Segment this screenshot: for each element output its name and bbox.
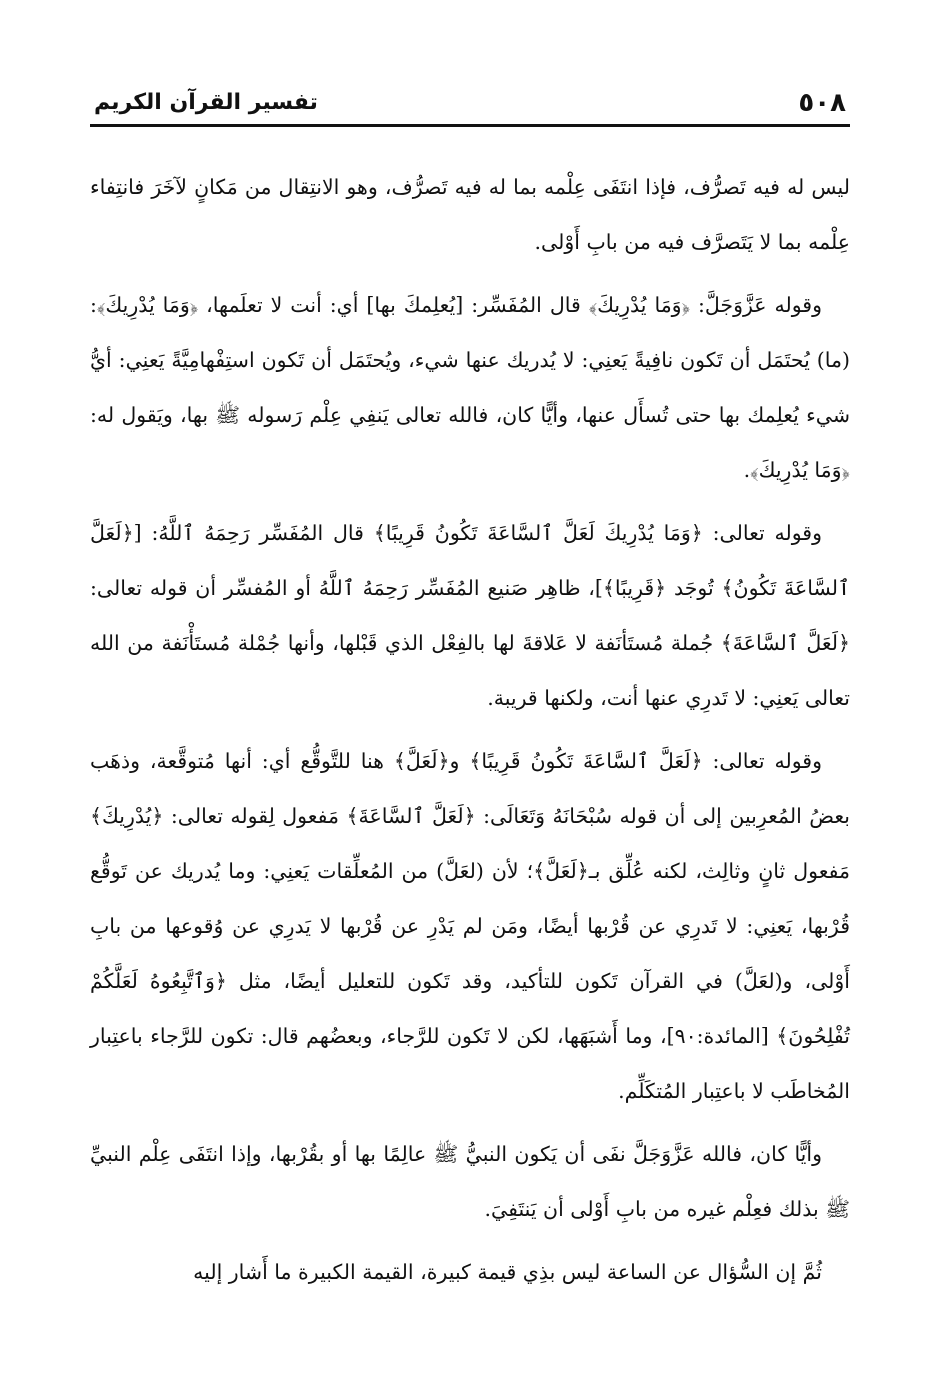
running-title: تفسير القرآن الكريم xyxy=(94,90,318,115)
paragraph: ثُمَّ إن السُّؤال عن الساعة ليس بذِي قيمة كبيرة، القيمة الكبيرة ما أَشار إليه xyxy=(193,1260,822,1284)
page-header xyxy=(90,78,850,128)
page-body xyxy=(90,160,850,1308)
paragraph: وقوله تعالى: ﴿وَمَا يُدْرِيكَ لَعَلَّ ٱلسَّاعَةَ تَكُونُ قَرِيبًا﴾ قال المُفَسِّر رَحِمَهُ ٱللَّهُ: [﴿لَعَلَّ ٱلسَّاعَةَ تَكُونُ﴾ تُوجَد ﴿قَرِيبًا﴾]، ظاهِر صَنيع المُفَسِّر رَحِمَهُ ٱللَّهُ أو المُفسِّر أن قوله تعالى: ﴿لَعَلَّ ٱلسَّاعَةَ﴾ جُملة مُستَأنَفة لا عَلاقةَ لها بالفِعْل الذي قَبْلها، وأنها جُمْلة مُستَأْنَفة من الله تعالى يَعنِي: لا تَدرِي عنها أنت، ولكنها قريبة. xyxy=(90,521,850,710)
paragraph: وأيًّا كان، فالله عَزَّوَجَلَّ نفَى أن يَكون النبيُّ ﷺ عالِمًا بها أو بقُرْبها، وإذا انتَفَى عِلْم النبيِّ ﷺ بذلك فعِلْم غيره من بابِ أَوْلى أن يَنتَفِيَ. xyxy=(90,1142,850,1221)
header-rule xyxy=(90,124,850,127)
paragraph: ليس له فيه تَصرُّف، فإذا انتَفَى عِلْمه بما له فيه تَصرُّف، وهو الانتِقال من مَكانٍ لآخَرَ فانتِفاء عِلْمه بما لا يَتَصرَّف فيه من بابِ أَوْلى. xyxy=(90,175,850,254)
paragraph: وقوله تعالى: ﴿لَعَلَّ ٱلسَّاعَةَ تَكُونُ قَرِيبًا﴾ و﴿لَعَلَّ﴾ هنا للتَّوقُّع أي: أنها مُتوقَّعة، وذهَب بعضُ المُعرِبين إلى أن قوله سُبْحَانَهُ وَتَعَالَى: ﴿لَعَلَّ ٱلسَّاعَةَ﴾ مَفعول لِقوله تعالى: ﴿يُدْرِيكَ﴾ مَفعول ثانٍ وثالِث، لكنه عُلِّق بـ﴿لَعَلَّ﴾؛ لأن (لعَلَّ) من المُعلِّقات يَعنِي: وما يُدريك عن تَوقُّع قُرْبها، يَعنِي: لا تَدرِي عن قُرْبها أيضًا، ومَن لم يَدْرِ عن قُرْبها لا يَدرِي عن وُقوعها من بابِ أَوْلى، و(لعَلَّ) في القرآن تَكون للتأكيد، وقد تَكون للتعليل أيضًا، مثل ﴿وَٱتَّبِعُوهُ لَعَلَّكُمْ تُفْلِحُونَ﴾ [المائدة:٩٠]، وما أَشبَهَها، لكن لا تَكون للرَّجاء، وبعضُهم قال: تكون للرَّجاء باعتِبار المُخاطَب لا باعتِبار المُتكَلِّم. xyxy=(90,749,851,1103)
page-number: ٥٠٨ xyxy=(798,88,846,118)
paragraph: وقوله عَزَّوَجَلَّ: ﴿وَمَا يُدْرِيكَ﴾ قال المُفَسِّر: [يُعلِمكَ بها] أي: أنت لا تعلَمها، ﴿وَمَا يُدْرِيكَ﴾: (ما) يُحتَمَل أن تَكون نافِيةً يَعنِي: لا يُدريك عنها شيء، ويُحتَمَل أن تَكون استِفْهامِيَّةً يَعنِي: أيُّ شيء يُعلِمك بها حتى تُسأَل عنها، وأيًّا كان، فالله تعالى يَنفِي عِلْم رَسوله ﷺ بها، ويَقول له: ﴿وَمَا يُدْرِيكَ﴾. xyxy=(90,293,850,482)
